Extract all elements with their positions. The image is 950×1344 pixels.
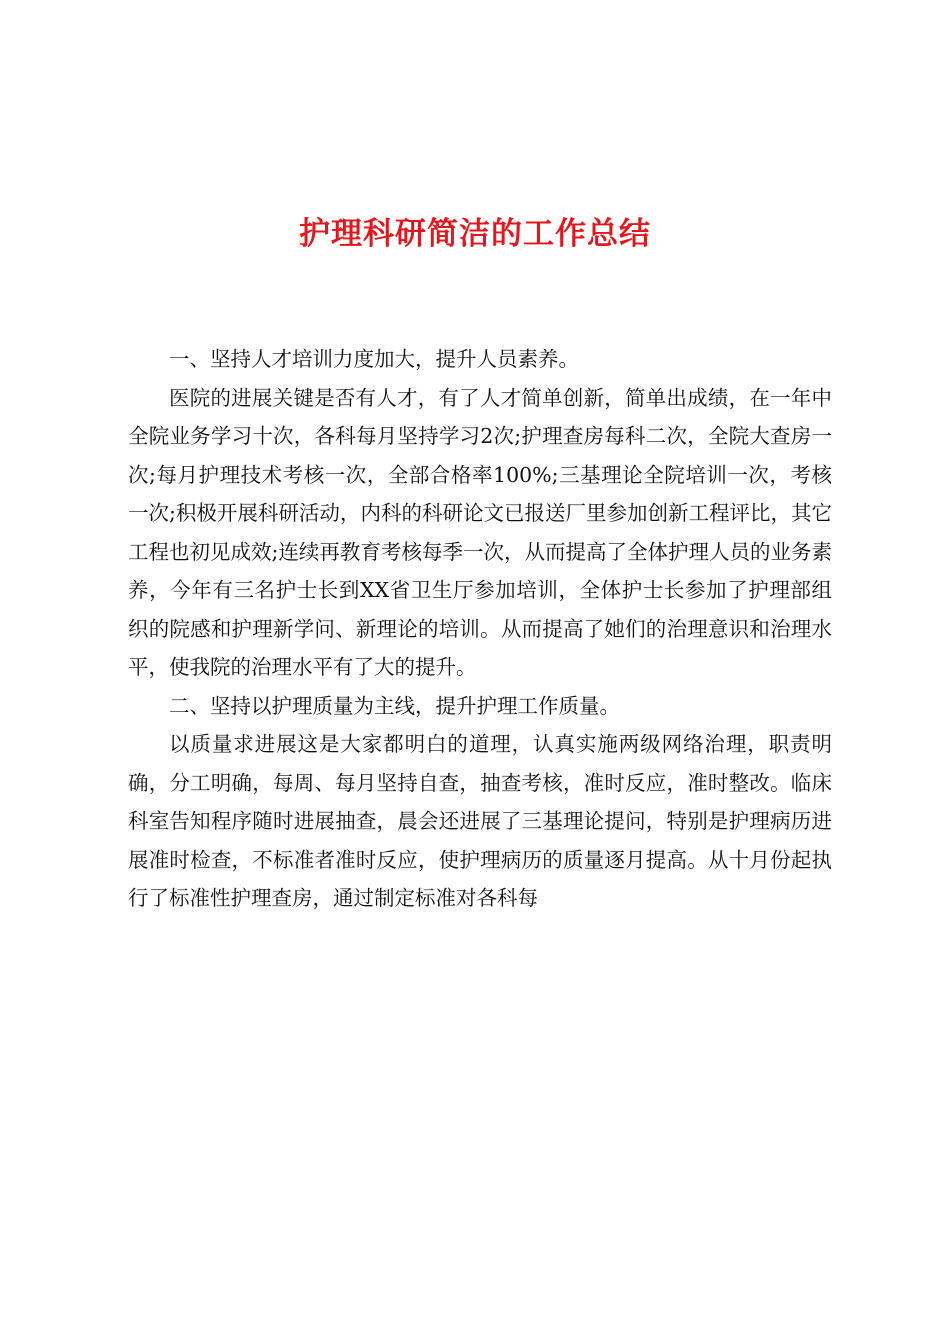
section-heading-1: 一、坚持人才培训力度加大，提升人员素养。 [169,347,579,371]
section-heading-2: 二、坚持以护理质量为主线，提升护理工作质量。 [169,693,620,718]
body-paragraph-1: 医院的进展关键是否有人才，有了人才简单创新，简单出成绩，在一年中全院业务学习十次，各科每月坚持学习2次;护理查房每科二次，全院大查房一次;每月护理技术考核一次，全部合格率100%;三基理论全院培训一次，考核一次;积极开展科研活动，内科的科研论文已报送厂里参加创新工程评比，其它工程也初见成效;连续再教育考核每季一次，从而提高了全体护理人员的业务素养，今年有三名护士长到XX省卫生厅参加培训，全体护士长参加了护理部组织的院感和护理新学问、新理论的培训。从而提高了她们的治理意识和治理水平，使我院的治理水平有了大的提升。 [128,385,832,679]
document-title: 护理科研简洁的工作总结 [299,216,651,252]
document-body [128,340,832,918]
body-paragraph-2: 以质量求进展这是大家都明白的道理，认真实施两级网络治理，职责明确，分工明确，每周、每月坚持自查，抽查考核，准时反应，准时整改。临床科室告知程序随时进展抽查，晨会还进展了三基理论提问，特别是护理病历进展准时检查，不标准者准时反应，使护理病历的质量逐月提高。从十月份起执行了标准性护理查房，通过制定标准对各科每 [128,732,832,910]
